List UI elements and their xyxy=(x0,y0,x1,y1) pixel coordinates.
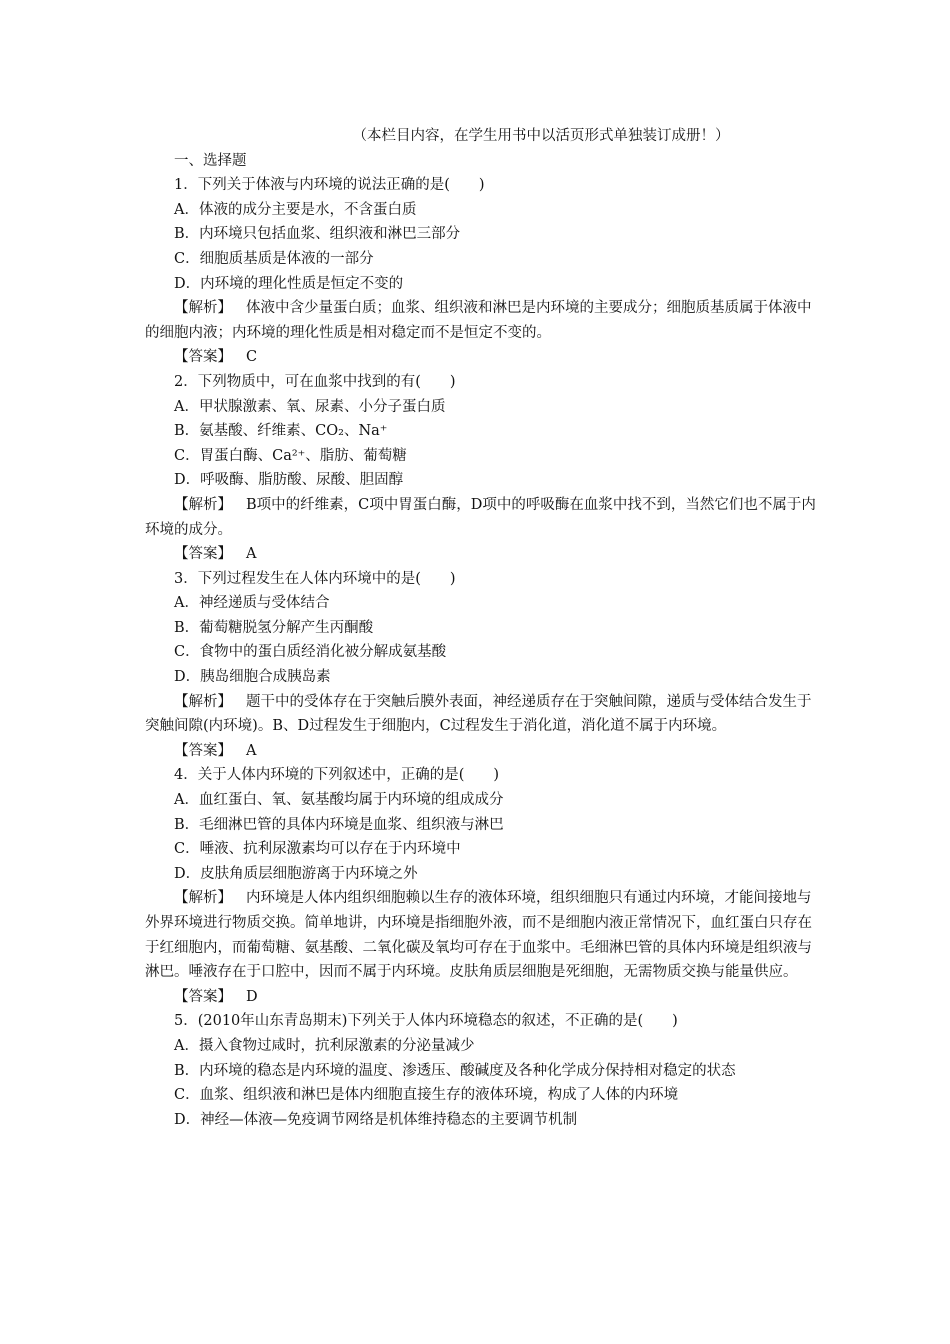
option-b: B．葡萄糖脱氢分解产生丙酮酸 xyxy=(174,619,374,636)
option-a: A．甲状腺激素、氧、尿素、小分子蛋白质 xyxy=(174,398,446,415)
option-b: B．内环境的稳态是内环境的温度、渗透压、酸碱度及各种化学成分保持相对稳定的状态 xyxy=(174,1062,736,1079)
option-a: A．血红蛋白、氧、氨基酸均属于内环境的组成成分 xyxy=(174,792,504,809)
section-title: 一、选择题 xyxy=(174,152,247,169)
analysis-tag: 【解析】 xyxy=(174,496,232,513)
analysis-text: 内环境是人体内组织细胞赖以生存的液体环境，组织细胞只有通过内环境，才能间接地与外界环境进行物质交换。简单地讲，内环境是指细胞外液，而不是细胞内液正常情况下，血红蛋白只存在于红细胞内，而葡萄糖、氨基酸、二氧化碳及氧均可存在于血浆中。毛细淋巴管的具体内环境是组织液与淋巴。唾液存在于口腔中，因而不属于内环境。皮肤角质层细胞是死细胞，无需物质交换与能量供应。 xyxy=(145,890,812,981)
analysis-tag: 【解析】 xyxy=(174,300,232,317)
answer-value: C xyxy=(246,349,258,366)
question-3 xyxy=(145,567,817,764)
option-d: D．胰岛细胞合成胰岛素 xyxy=(174,669,331,686)
answer-tag: 【答案】 xyxy=(174,349,232,366)
option-b: B．内环境只包括血浆、组织液和淋巴三部分 xyxy=(174,226,461,243)
question-5 xyxy=(145,1009,817,1132)
option-c: C．血浆、组织液和淋巴是体内细胞直接生存的液体环境，构成了人体的内环境 xyxy=(174,1087,679,1104)
option-d: D．神经—体液—免疫调节网络是机体维持稳态的主要调节机制 xyxy=(174,1111,578,1128)
answer xyxy=(145,542,817,567)
option-c: C．食物中的蛋白质经消化被分解成氨基酸 xyxy=(174,644,447,661)
question-stem: 3．下列过程发生在人体内环境中的是( ) xyxy=(174,570,456,587)
answer-tag: 【答案】 xyxy=(174,742,232,759)
answer-value: A xyxy=(246,546,257,563)
analysis-tag: 【解析】 xyxy=(174,693,232,710)
analysis xyxy=(145,690,817,739)
answer xyxy=(145,985,817,1010)
question-1 xyxy=(145,173,817,370)
answer-tag: 【答案】 xyxy=(174,988,232,1005)
option-a: A．摄入食物过咸时，抗利尿激素的分泌量减少 xyxy=(174,1037,475,1054)
analysis xyxy=(145,493,817,542)
option-d: D．皮肤角质层细胞游离于内环境之外 xyxy=(174,865,418,882)
option-a: A．神经递质与受体结合 xyxy=(174,595,330,612)
option-a: A．体液的成分主要是水，不含蛋白质 xyxy=(174,201,417,218)
option-c: C．唾液、抗利尿激素均可以存在于内环境中 xyxy=(174,841,461,858)
answer-tag: 【答案】 xyxy=(174,546,232,563)
analysis-text: 题干中的受体存在于突触后膜外表面，神经递质存在于突触间隙，递质与受体结合发生于突触间隙(内环境)。B、D过程发生于细胞内，C过程发生于消化道，消化道不属于内环境。 xyxy=(145,693,812,735)
question-stem: 4．关于人体内环境的下列叙述中，正确的是( ) xyxy=(174,767,500,784)
analysis-text: B项中的纤维素，C项中胃蛋白酶，D项中的呼吸酶在血浆中找不到，当然它们也不属于内环境的成分。 xyxy=(145,496,816,538)
answer-value: D xyxy=(246,988,258,1005)
document-page xyxy=(145,124,817,1132)
question-stem: 5．(2010年山东青岛期末)下列关于人体内环境稳态的叙述，不正确的是( ) xyxy=(174,1013,678,1030)
option-c: C．细胞质基质是体液的一部分 xyxy=(174,250,374,267)
question-stem: 1．下列关于体液与内环境的说法正确的是( ) xyxy=(174,177,485,194)
option-c: C．胃蛋白酶、Ca²⁺、脂肪、葡萄糖 xyxy=(174,447,407,464)
answer xyxy=(145,345,817,370)
answer xyxy=(145,739,817,764)
option-d: D．内环境的理化性质是恒定不变的 xyxy=(174,275,404,292)
analysis-text: 体液中含少量蛋白质；血浆、组织液和淋巴是内环境的主要成分；细胞质基质属于体液中的细胞内液；内环境的理化性质是相对稳定而不是恒定不变的。 xyxy=(145,300,812,341)
analysis xyxy=(145,886,817,984)
question-stem: 2．下列物质中，可在血浆中找到的有( ) xyxy=(174,373,456,390)
header-note: （本栏目内容，在学生用书中以活页形式单独装订成册！） xyxy=(352,128,730,144)
question-2 xyxy=(145,370,817,567)
option-b: B．毛细淋巴管的具体内环境是血浆、组织液与淋巴 xyxy=(174,816,504,833)
option-b: B．氨基酸、纤维素、CO₂、Na⁺ xyxy=(174,423,388,440)
answer-value: A xyxy=(246,742,257,759)
analysis-tag: 【解析】 xyxy=(174,890,232,907)
option-d: D．呼吸酶、脂肪酸、尿酸、胆固醇 xyxy=(174,472,404,489)
analysis xyxy=(145,296,817,345)
question-4 xyxy=(145,763,817,1009)
